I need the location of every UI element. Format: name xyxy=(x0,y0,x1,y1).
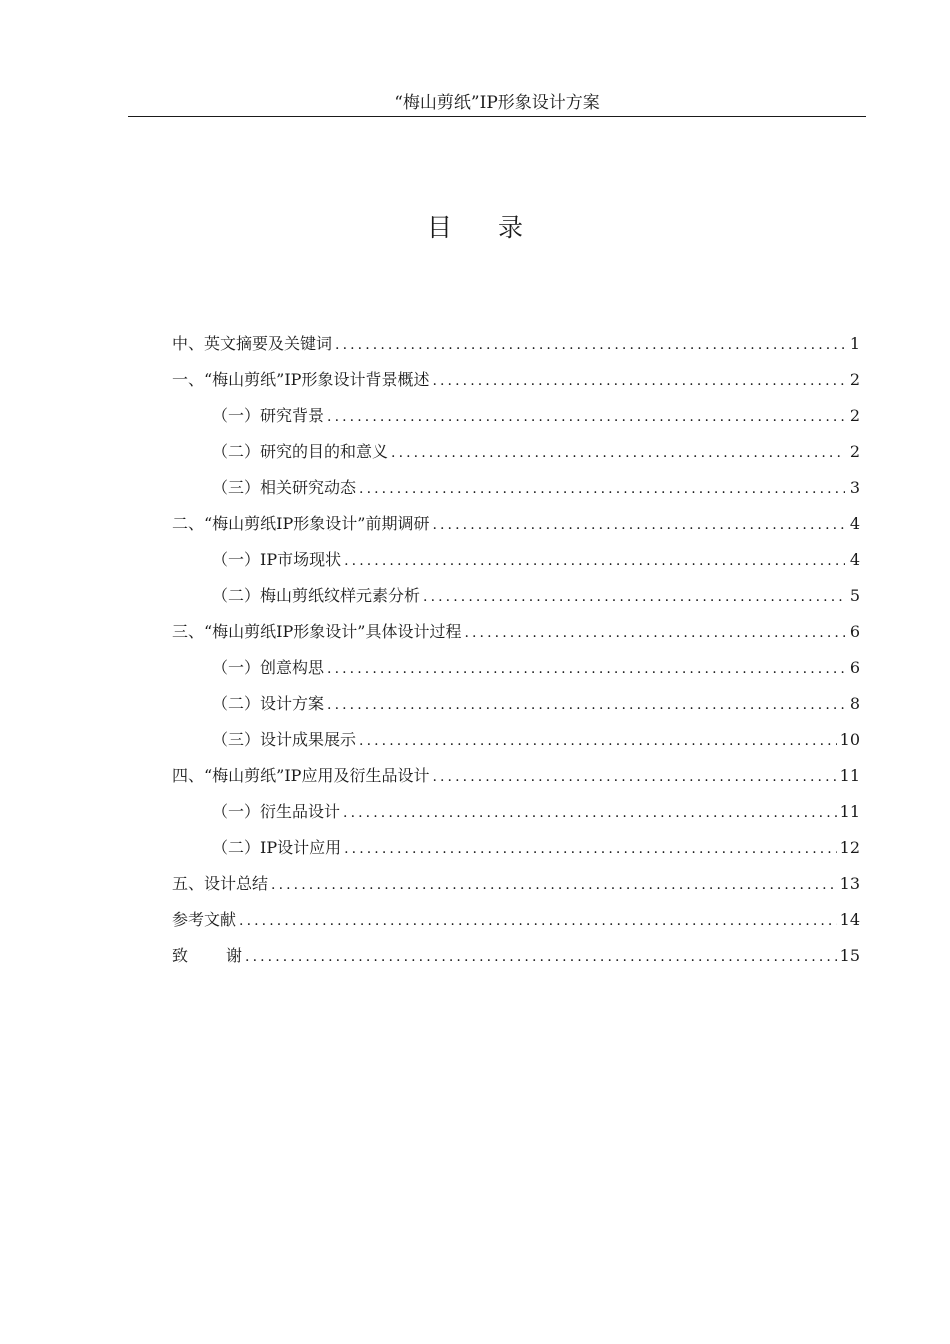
toc-dot-leader xyxy=(359,723,837,759)
toc-entry-label: 参考文献 xyxy=(172,910,237,929)
toc-subentry[interactable] xyxy=(172,830,860,866)
toc-dot-leader xyxy=(423,579,845,615)
toc-entry-page: 2 xyxy=(849,406,860,425)
toc-entry-page: 15 xyxy=(839,946,860,965)
toc-entry-page: 10 xyxy=(839,730,860,749)
toc-dot-leader xyxy=(327,399,845,435)
toc-dot-leader xyxy=(343,795,837,831)
table-of-contents xyxy=(172,326,860,974)
toc-entry-label: （二）梅山剪纸纹样元素分析 xyxy=(212,586,421,605)
toc-dot-leader xyxy=(245,939,837,975)
toc-subentry[interactable] xyxy=(172,434,860,470)
toc-subentry[interactable] xyxy=(172,542,860,578)
toc-entry-page: 1 xyxy=(849,334,860,353)
toc-entry-label: 四、“梅山剪纸”IP应用及衍生品设计 xyxy=(172,766,430,785)
toc-dot-leader xyxy=(335,327,845,363)
toc-entry-page: 14 xyxy=(839,910,860,929)
toc-entry-page: 2 xyxy=(849,442,860,461)
toc-dot-leader xyxy=(344,831,837,867)
toc-title-char-1: 目 xyxy=(426,213,452,242)
toc-entry-page: 6 xyxy=(849,622,860,641)
toc-entry-page: 3 xyxy=(849,478,860,497)
toc-entry[interactable] xyxy=(172,614,860,650)
toc-title xyxy=(0,208,950,248)
toc-entry-page: 13 xyxy=(839,874,860,893)
toc-subentry[interactable] xyxy=(172,470,860,506)
toc-subentry[interactable] xyxy=(172,722,860,758)
toc-entry-label-char-2: 谢 xyxy=(226,946,243,965)
toc-dot-leader xyxy=(391,435,845,471)
toc-entry-page: 6 xyxy=(849,658,860,677)
toc-entry-label: 三、“梅山剪纸IP形象设计”具体设计过程 xyxy=(172,622,462,641)
toc-dot-leader xyxy=(327,687,845,723)
toc-subentry[interactable] xyxy=(172,578,860,614)
toc-entry-label: （一）IP市场现状 xyxy=(212,550,342,569)
toc-dot-leader xyxy=(432,759,836,795)
toc-entry[interactable] xyxy=(172,866,860,902)
toc-entry-label: （一）创意构思 xyxy=(212,658,325,677)
toc-entry-page: 2 xyxy=(849,370,860,389)
toc-dot-leader xyxy=(271,867,837,903)
toc-entry-label: 五、设计总结 xyxy=(172,874,269,893)
toc-entry-label: （一）衍生品设计 xyxy=(212,802,341,821)
toc-entry-label: 一、“梅山剪纸”IP形象设计背景概述 xyxy=(172,370,430,389)
toc-entry-label: （二）设计方案 xyxy=(212,694,325,713)
toc-entry-label: （三）设计成果展示 xyxy=(212,730,357,749)
toc-dot-leader xyxy=(359,471,845,507)
running-header-title: “梅山剪纸”IP形象设计方案 xyxy=(394,93,600,113)
toc-entry[interactable] xyxy=(172,938,860,974)
toc-entry-page: 5 xyxy=(849,586,860,605)
toc-subentry[interactable] xyxy=(172,794,860,830)
toc-subentry[interactable] xyxy=(172,650,860,686)
toc-entry[interactable] xyxy=(172,326,860,362)
toc-subentry[interactable] xyxy=(172,686,860,722)
toc-entry[interactable] xyxy=(172,506,860,542)
running-header xyxy=(128,90,866,117)
toc-entry-page: 12 xyxy=(839,838,860,857)
toc-entry-page: 8 xyxy=(849,694,860,713)
toc-entry-label: （二）研究的目的和意义 xyxy=(212,442,389,461)
toc-entry-page: 11 xyxy=(839,766,860,785)
toc-entry-label xyxy=(172,938,242,974)
toc-entry-page: 11 xyxy=(839,802,860,821)
toc-title-char-2: 录 xyxy=(498,213,524,242)
toc-entry[interactable] xyxy=(172,758,860,794)
toc-entry-page: 4 xyxy=(849,514,860,533)
toc-dot-leader xyxy=(344,543,845,579)
toc-entry-label-char-1: 致 xyxy=(172,946,189,965)
toc-entry-label: 二、“梅山剪纸IP形象设计”前期调研 xyxy=(172,514,430,533)
toc-entry-page: 4 xyxy=(849,550,860,569)
toc-dot-leader xyxy=(432,363,845,399)
toc-entry-label: （一）研究背景 xyxy=(212,406,325,425)
toc-entry[interactable] xyxy=(172,902,860,938)
toc-subentry[interactable] xyxy=(172,398,860,434)
toc-dot-leader xyxy=(239,903,837,939)
toc-dot-leader xyxy=(464,615,845,651)
toc-entry-label: （三）相关研究动态 xyxy=(212,478,357,497)
toc-dot-leader xyxy=(432,507,845,543)
toc-entry-label: 中、英文摘要及关键词 xyxy=(172,334,333,353)
toc-dot-leader xyxy=(327,651,845,687)
toc-entry-label: （二）IP设计应用 xyxy=(212,838,342,857)
toc-entry[interactable] xyxy=(172,362,860,398)
